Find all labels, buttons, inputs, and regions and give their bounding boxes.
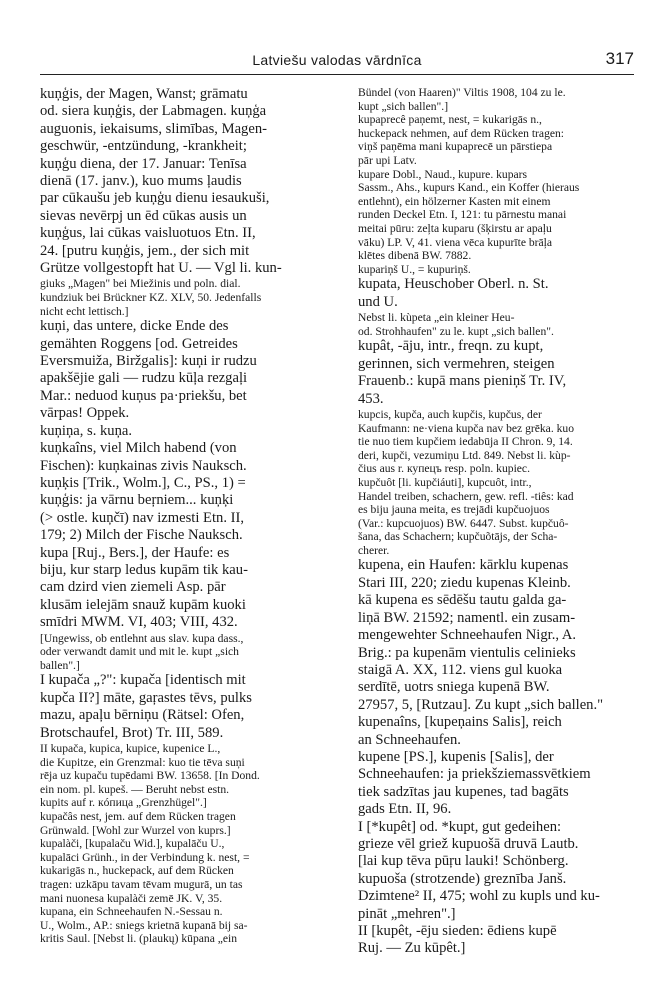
text-line: kuņkaîns, viel Milch habend (von <box>40 440 237 457</box>
text-line: oder verwandt damit und mit le. kupt „sich <box>40 645 239 659</box>
text-line: Brotschaufel, Brot) Tr. III, 589. <box>40 724 224 741</box>
text-line: kupča II?] māte, gaŗastes tēvs, pulks <box>40 689 252 706</box>
dictionary-block <box>40 672 315 742</box>
text-line: kukarigās n., huckepack, auf dem Rücken <box>40 864 234 878</box>
text-line: (Var.: kupcuojuos) BW. 6447. Subst. kupčuô- <box>358 516 569 530</box>
text-line: klusām ielejām snauž kupām kuoki <box>40 596 246 613</box>
text-line: gerinnen, sich vermehren, steigen <box>358 355 555 372</box>
text-line: kā kupena es sēdēšu tautu galda ga- <box>358 592 567 609</box>
text-line: šana, das Schachern; kupčuõtājs, der Scha- <box>358 530 558 544</box>
text-line: an Schneehaufen. <box>358 731 461 748</box>
page-number: 317 <box>605 49 634 68</box>
text-line: staigā A. XX, 112. viens gul kuoka <box>358 661 563 678</box>
text-line: Nebst li. kùpeta „ein kleiner Heu- <box>358 311 515 325</box>
text-line: kupene [PS.], kupenis [Salis], der <box>358 748 554 765</box>
text-line: die Kupitze, ein Grenzmal: kuo tie tēva suņi <box>40 755 245 769</box>
text-line: kupare Dobl., Naud., kupure. kupars <box>358 167 528 181</box>
text-line: vāku) LP. V, 41. viena vēca kupurīte brāļa <box>358 235 553 249</box>
dictionary-block <box>40 86 315 277</box>
text-line: U., Wolm., AP.: sniegs krietnā kupanā bij sa- <box>40 918 248 932</box>
dictionary-block <box>358 408 633 558</box>
dictionary-block <box>358 338 633 408</box>
text-line: pināt „mehren".] <box>358 905 456 922</box>
text-line: kuņi, das untere, dicke Ende des <box>40 318 229 335</box>
text-line: meitai pūru: zeļta kuparu (šķirstu ar apaļu <box>358 221 552 235</box>
text-line: tragen: uzkāpu tavam tēvam mugurā, un tas <box>40 877 243 891</box>
text-line: biju, kur starp ledus kupām tik kau- <box>40 561 248 578</box>
text-line: kupana, ein Schneehaufen N.-Sessau n. <box>40 905 223 919</box>
text-line: cherer. <box>358 543 390 557</box>
text-line: Bündel (von Haaren)" Viltis 1908, 104 zu le. <box>358 86 566 99</box>
text-line: kupt „sich ballen".] <box>358 99 449 113</box>
text-line: kupuoša (strotzende) greznība Janš. <box>358 870 567 887</box>
dictionary-block <box>358 276 633 311</box>
text-line: klētes dibenā BW. 7882. <box>358 249 472 263</box>
dictionary-block <box>358 311 633 338</box>
text-line: Grütze vollgestopft hat U. — Vgl li. kun- <box>40 260 282 277</box>
text-line: II kupača, kupica, kupice, kupenice L., <box>40 741 221 755</box>
text-line: viņš paņēma mani kupaprecē un pārstiepa <box>358 140 553 154</box>
dictionary-block <box>40 742 315 946</box>
running-title: Latviešu valodas vārdnīca <box>252 52 422 68</box>
text-line: kundziuk bei Brückner KZ. XLV, 50. Jedenfalls <box>40 291 262 305</box>
text-line: pār upi Latv. <box>358 153 417 167</box>
text-line: [lai kup tēva pūŗu lauki! Schönberg. <box>358 853 569 870</box>
text-line: kupačâs nest, jem. auf dem Rücken tragen <box>40 809 236 823</box>
text-line: mani nuonesa kupalàči zemē JK. V, 35. <box>40 891 223 905</box>
text-line: (> ostle. kuņčī) nav izmesti Etn. II, <box>40 509 244 526</box>
text-line: kupât, -āju, intr., freqn. zu kupt, <box>358 338 544 355</box>
text-line: 27957, 5, [Rutzau]. Zu kupt „sich ballen." <box>358 696 604 713</box>
text-line: auguonis, iekaisums, slimības, Magen- <box>40 120 267 137</box>
dictionary-block <box>40 632 315 673</box>
dictionary-block <box>358 557 633 957</box>
text-line: gads Etn. II, 96. <box>358 801 452 818</box>
text-line: 453. <box>358 390 384 407</box>
text-line: I [*kupêt] od. *kupt, gut gedeihen: <box>358 818 562 835</box>
text-line: Grünwald. [Wohl zur Wurzel von kuprs.] <box>40 823 231 837</box>
text-line: geschwür, -entzündung, -krankheit; <box>40 138 247 155</box>
text-line: kuņģus, lai cūkas vaisluotuos Etn. II, <box>40 225 256 242</box>
text-line: sievas nevērpj un ēd cūkas ausis un <box>40 207 247 224</box>
left-column <box>40 86 315 946</box>
text-line: vārpas! Oppek. <box>40 405 130 422</box>
right-column <box>358 86 633 958</box>
text-line: kuņiņa, s. kuņa. <box>40 422 133 439</box>
dictionary-block <box>40 318 315 631</box>
text-line: deri, kupči, vezumiņu Ltd. 849. Nebst li. kùp- <box>358 448 571 462</box>
text-line: kupa [Ruj., Bers.], der Haufe: es <box>40 544 230 561</box>
text-line: kupalàči, [kupalaču Wid.], kupalāču U., <box>40 837 225 851</box>
text-line: kupčuôt [li. kupčiáuti], kupcuôt, intr., <box>358 475 532 489</box>
text-line: kupaprecê paņemt, nest, = kukarigās n., <box>358 113 542 127</box>
text-line: od. siera kuņģis, der Labmagen. kuņģa <box>40 103 267 120</box>
text-line: Frauenb.: kupā mans pieniņš Tr. IV, <box>358 373 567 390</box>
text-line: kupariņš U., = kupuriņš. <box>358 262 471 276</box>
text-line: Ruj. — Zu kūpêt.] <box>358 940 466 957</box>
text-line: Sassm., Ahs., kupurs Kand., ein Koffer (hieraus <box>358 181 580 195</box>
text-line: Mar.: neduod kuņus pa·priekšu, bet <box>40 387 247 404</box>
text-line: od. Strohhaufen" zu le. kupt „sich ballen". <box>358 324 554 338</box>
text-line: Eversmuiža, Biržgalis]: kuņi ir rudzu <box>40 353 257 370</box>
dictionary-block <box>358 86 633 276</box>
text-line: kritis Saul. [Nebst li. (plaukų) kūpana „ein <box>40 932 238 946</box>
text-line: nicht echt lettisch.] <box>40 304 129 318</box>
text-line: grieze vēl griež kupuošā druvā Lautb. <box>358 835 579 852</box>
text-line: runden Deckel Etn. I, 121: tu pārnestu manai <box>358 208 567 222</box>
text-line: kupalāci Grünh., in der Verbindung k. nest, = <box>40 850 250 864</box>
text-line: mazu, apaļu bērniņu (Rätsel: Ofen, <box>40 707 245 724</box>
text-line: Kaufmann: ne·viena kupča nav bez grēka. kuo <box>358 421 575 435</box>
text-line: ballen".] <box>40 658 80 672</box>
text-line: ein nom. pl. kupeš. — Beruht nebst estn. <box>40 782 230 796</box>
text-line: kuņģu diena, der 17. Januar: Tenīsa <box>40 155 247 172</box>
text-line: kuņķis [Trik., Wolm.], C., PS., 1) = <box>40 474 246 491</box>
text-line: kuņģis, der Magen, Wanst; grāmatu <box>40 86 248 102</box>
text-line: I kupača „?": kupača [identisch mit <box>40 672 246 689</box>
text-line: apakšējie gali — rudzu kūļa rezgaļi <box>40 370 248 387</box>
text-line: Stari III, 220; ziedu kupenas Kleinb. <box>358 574 571 591</box>
text-line: par cūkaušu jeb kuņģu dienu iesaukuši, <box>40 190 270 207</box>
text-line: Brig.: pa kupenām vientulis celinieks <box>358 644 576 661</box>
text-line: Handel treiben, schachern, gew. refl. -tiês: kad <box>358 489 574 503</box>
dictionary-block <box>40 277 315 318</box>
text-line: kupcis, kupča, auch kupčis, kupčus, der <box>358 407 542 421</box>
text-line: tiek sadzītas jau kupenes, tad bagāts <box>358 783 569 800</box>
text-line: 179; 2) Milch der Fische Nauksch. <box>40 527 243 544</box>
text-line: entlehnt), ein hölzerner Kasten mit einem <box>358 194 551 208</box>
text-line: kupits auf r. кóпица „Grenzhügel".] <box>40 796 207 810</box>
text-line: Schneehaufen: ja priekšziemassvētkiem <box>358 766 591 783</box>
text-line: tie nuo tiem kupčiem iedabūja II Chron. 9, 14. <box>358 435 573 449</box>
text-line: Dzimtene² II, 475; wohl zu kupls und ku- <box>358 888 600 905</box>
text-line: kupena, ein Haufen: kārklu kupenas <box>358 557 569 574</box>
text-line: cam dzird vien ziemeli Asp. pār <box>40 579 226 596</box>
text-line: gemähten Roggens [od. Getreides <box>40 335 238 352</box>
text-line: rēja uz kupaču tupēdami BW. 13658. [In Dond. <box>40 769 260 783</box>
text-line: Fischen): kuņkainas zivis Nauksch. <box>40 457 247 474</box>
text-line: giuks „Magen" bei Miežinis und poln. dial. <box>40 277 241 291</box>
text-line: kuņģis: ja vārnu beŗniem... kuņķi <box>40 492 234 509</box>
text-line: [Ungewiss, ob entlehnt aus slav. kupa dass., <box>40 631 244 645</box>
text-line: huckepack nehmen, auf dem Rücken tragen: <box>358 126 565 140</box>
running-header <box>40 46 634 75</box>
text-line: dienā (17. janv.), kuo mums ļaudis <box>40 173 242 190</box>
text-line: kupata, Heuschober Oberl. n. St. <box>358 276 549 293</box>
text-line: II [kupêt, -ēju sieden: ēdiens kupē <box>358 923 557 939</box>
text-line: 24. [putru kuņģis, jem., der sich mit <box>40 242 250 259</box>
text-line: und U. <box>358 293 398 310</box>
text-line: liņā BW. 21592; namentl. ein zusam- <box>358 609 576 626</box>
text-line: mengewehter Schneehaufen Nigr., A. <box>358 627 577 644</box>
text-line: kupenaîns, [kupeņains Salis], reich <box>358 714 562 731</box>
text-line: čius aus r. купецъ resp. poln. kupiec. <box>358 462 530 476</box>
text-line: es biju jauna meita, es trejādi kupčuojuos <box>358 503 550 517</box>
text-line: serdītē, uotrs sniega kupenā BW. <box>358 679 550 696</box>
text-line: smīdri MWM. VI, 403; VIII, 432. <box>40 614 238 631</box>
